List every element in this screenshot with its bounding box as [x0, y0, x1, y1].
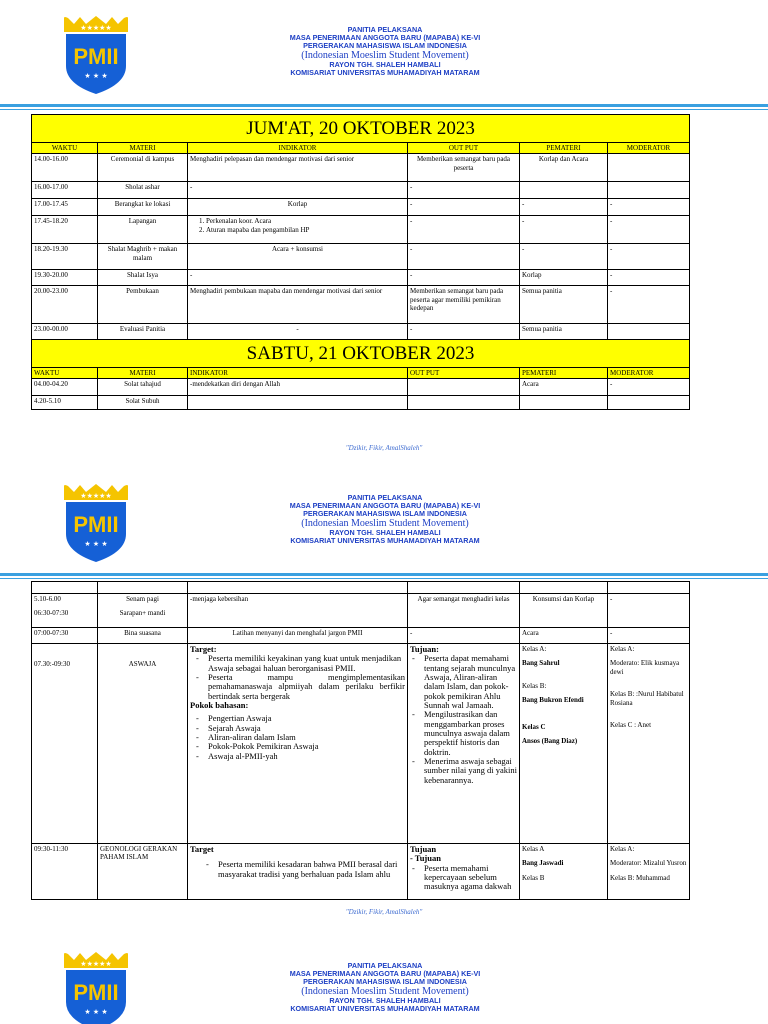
cell-output: -: [408, 182, 520, 199]
organization-header: [240, 26, 530, 78]
target-list: [196, 654, 405, 701]
header-rule: [0, 573, 768, 576]
materi-label: Senam pagi: [126, 595, 159, 603]
cell-materi: Berangkat ke lokasi: [98, 199, 188, 216]
cell-time: 19.30-20.00: [32, 270, 98, 286]
cell-output: -: [408, 324, 520, 340]
pokok-list: [196, 714, 405, 761]
list-item: - Peserta memahami kepercayaan sebelum masuknya agama dakwah: [412, 864, 517, 892]
cell-moderator: [608, 182, 690, 199]
column-header: WAKTU: [32, 367, 98, 378]
cell-indikator: [188, 644, 408, 844]
pmii-logo: [60, 14, 132, 96]
cell-time: 17.00-17.45: [32, 199, 98, 216]
column-header: MODERATOR: [608, 367, 690, 378]
header-line: MASA PENERIMAAN ANGGOTA BARU (MAPABA) KE-VI: [289, 33, 481, 43]
cell-time: 09:30-11:30: [32, 844, 98, 900]
cell-moderator: -: [608, 594, 690, 628]
header-line: RAYON TGH. SHALEH HAMBALI: [329, 60, 441, 70]
cell-indikator: [188, 396, 408, 410]
header-line: (Indonesian Moeslim Student Movement): [301, 50, 469, 62]
cell-moderator: -: [608, 244, 690, 270]
kelas-label: Kelas B: Muhammad: [610, 873, 670, 882]
tujuan-list: [412, 654, 517, 785]
cell-output: Memberikan semangat baru pada peserta agar memiliki pemikiran kedepan: [408, 286, 520, 324]
footer-motto: "Dzikir, Fikir, AmalShaleh": [345, 444, 423, 452]
cell-time: 23.00-00.00: [32, 324, 98, 340]
pmii-logo: [60, 482, 132, 564]
header-line: KOMISARIAT UNIVERSITAS MUHAMADIYAH MATARAM: [290, 536, 480, 546]
list-item: - Aswaja al-PMII-yah: [196, 752, 405, 761]
header-line: PERGERAKAN MAHASISWA ISLAM INDONESIA: [303, 41, 467, 51]
kelas-label: Kelas A: [522, 845, 545, 853]
table-row: [32, 154, 690, 182]
table-row: [32, 844, 690, 900]
logo-text: PMII: [73, 512, 119, 537]
page-header-1: [0, 0, 768, 105]
schedule-table-page-2: [31, 581, 690, 900]
cell-pemateri: [520, 644, 608, 844]
time-label: 06:30-07:30: [34, 609, 69, 618]
cell-indikator: -: [188, 324, 408, 340]
kelas-label: Kelas A:: [610, 845, 635, 853]
cell-indikator: Latihan menyanyi dan menghafal jargon PMII: [188, 628, 408, 644]
header-line: PANITIA PELAKSANA: [347, 961, 423, 970]
pemateri-name: Bang Bukron Efendi: [522, 696, 584, 705]
table-row: [32, 379, 690, 396]
cell-moderator: [608, 644, 690, 844]
header-line: RAYON TGH. SHALEH HAMBALI: [329, 528, 441, 538]
column-header: MATERI: [98, 367, 188, 378]
cell-time: 20.00-23.00: [32, 286, 98, 324]
cell-time: 4.20-5.10: [32, 396, 98, 410]
cell-pemateri: [520, 182, 608, 199]
page-header-3: [0, 936, 768, 1024]
time-label: 5.10-6.00: [34, 595, 61, 603]
list-item: 1. Perkenalan koor. Acara: [206, 217, 405, 225]
target-label: Target: [190, 844, 214, 854]
cell-indikator: -: [188, 182, 408, 199]
cell-indikator: Korlap: [188, 199, 408, 216]
pmii-logo: [60, 950, 132, 1024]
cell-time: 07:00-07:30: [32, 628, 98, 644]
list-item: 2. Aturan mapaba dan pengambilan HP: [206, 226, 405, 234]
table-header-row: [32, 142, 690, 153]
list-item: - Mengilustrasikan dan menggambarkan proses munculnya aswaja dalam perspektif historis dan doktrin.: [412, 710, 517, 757]
schedule-table-page-1: [31, 114, 690, 410]
cell-output: -: [408, 244, 520, 270]
cell-indikator: Menghadiri pembukaan mapaba dan mendengar motivasi dari senior: [188, 286, 408, 324]
cell-pemateri: Korlap: [520, 270, 608, 286]
cell-pemateri: Semua panitia: [520, 324, 608, 340]
tujuan-list: [412, 864, 517, 892]
column-header: MATERI: [98, 142, 188, 153]
list-item: - Menerima aswaja sebagai sumber nilai yang di yakini kebenarannya.: [412, 757, 517, 785]
list-item: - Pokok-Pokok Pemikiran Aswaja: [196, 742, 405, 751]
table-row: [32, 396, 690, 410]
target-label: Target:: [190, 644, 217, 654]
table-row: [32, 216, 690, 244]
cell-pemateri: Konsumsi dan Korlap: [520, 594, 608, 628]
kelas-label: Kelas C : Anet: [610, 720, 652, 729]
cell-materi: [98, 594, 188, 628]
cell-moderator: [608, 844, 690, 900]
list-item: - Pengertian Aswaja: [196, 714, 405, 723]
logo-text: PMII: [73, 980, 119, 1005]
cell-indikator: Menghadiri pelepasan dan mendengar motivasi dari senior: [188, 154, 408, 182]
kelas-label: Kelas B: :Nurul Habibatul Rosiana: [610, 690, 684, 707]
table-row: [32, 628, 690, 644]
table-row: [32, 182, 690, 199]
list-item: - Peserta memiliki kesadaran bahwa PMII berasal dari masyarakat tradisi yang berhaluan pada Islam ahlu: [206, 860, 405, 879]
header-rule-thin: [0, 109, 768, 110]
list-item: - Peserta mampu mengimplementasikan pemahamanaswaja alpmiiyah dalam perilaku berfikir bertindak serta bergerak: [196, 673, 405, 701]
column-header: PEMATERI: [520, 367, 608, 378]
table-row: [32, 199, 690, 216]
table-row: [32, 270, 690, 286]
logo-stars-bottom: ★ ★ ★: [84, 72, 108, 80]
cell-moderator: [608, 154, 690, 182]
cell-moderator: -: [608, 286, 690, 324]
kelas-label: Kelas C: [522, 722, 546, 731]
kelas-label: Kelas B:: [522, 681, 547, 690]
cell-moderator: -: [608, 199, 690, 216]
cell-output: -: [408, 199, 520, 216]
cell-materi: Bina suasana: [98, 628, 188, 644]
header-line: MASA PENERIMAAN ANGGOTA BARU (MAPABA) KE-VI: [289, 969, 481, 979]
cell-pemateri: -: [520, 216, 608, 244]
header-line: KOMISARIAT UNIVERSITAS MUHAMADIYAH MATARAM: [290, 1004, 480, 1014]
column-header: INDIKATOR: [188, 367, 408, 378]
cell-moderator: [608, 324, 690, 340]
cell-materi: Lapangan: [98, 216, 188, 244]
cell-output: [408, 644, 520, 844]
header-line: PANITIA PELAKSANA: [347, 493, 423, 502]
cell-output: Agar semangat menghadiri kelas: [408, 594, 520, 628]
cell-time: 14.00-16.00: [32, 154, 98, 182]
logo-stars-bottom: ★ ★ ★: [84, 1008, 108, 1016]
table-row: [32, 244, 690, 270]
cell-materi: Ceremonial di kampus: [98, 154, 188, 182]
cell-indikator: Acara + konsumsi: [188, 244, 408, 270]
cell-materi: ASWAJA: [98, 644, 188, 844]
cell-time: 18.20-19.30: [32, 244, 98, 270]
table-row: [32, 582, 690, 594]
day-title-row: [32, 340, 690, 368]
cell-time: [32, 594, 98, 628]
list-item: - Peserta dapat memahami tentang sejarah munculnya Aswaja, Aliran-aliran dalam Islam, dan pokok-pokok pemikiran Ahlu Sunnah wal Jamaah.: [412, 654, 517, 710]
cell-output: Memberikan semangat baru pada peserta: [408, 154, 520, 182]
list-item: - Sejarah Aswaja: [196, 724, 405, 733]
day-title: JUM'AT, 20 OKTOBER 2023: [32, 115, 690, 143]
moderator-name: Moderato: Elik kusmaya dewi: [610, 659, 680, 676]
page-header-2: [0, 468, 768, 573]
cell-indikator: [188, 216, 408, 244]
materi-label: Sarapan+ mandi: [119, 609, 166, 618]
cell-indikator: -mendekatkan diri dengan Allah: [188, 379, 408, 396]
table-row: [32, 644, 690, 844]
pemateri-name: Bang Sahrul: [522, 659, 560, 668]
tujuan-label: - Tujuan: [410, 853, 441, 864]
column-header: INDIKATOR: [188, 142, 408, 153]
header-line: (Indonesian Moeslim Student Movement): [301, 518, 469, 530]
cell-materi: Pembukaan: [98, 286, 188, 324]
cell-pemateri: Semua panitia: [520, 286, 608, 324]
table-row: [32, 594, 690, 628]
tujuan-label: Tujuan:: [410, 644, 439, 654]
header-line: RAYON TGH. SHALEH HAMBALI: [329, 996, 441, 1006]
header-line: (Indonesian Moeslim Student Movement): [301, 986, 469, 998]
organization-header: [240, 962, 530, 1014]
logo-stars: ★★★★★: [80, 24, 112, 32]
cell-materi: Sholat ashar: [98, 182, 188, 199]
day-title-row: [32, 115, 690, 143]
cell-time: 04.00-04.20: [32, 379, 98, 396]
cell-materi: Shalat Maghrib + makan malam: [98, 244, 188, 270]
logo-stars: ★★★★★: [80, 492, 112, 500]
cell-moderator: -: [608, 216, 690, 244]
cell-indikator: -: [188, 270, 408, 286]
cell-moderator: -: [608, 270, 690, 286]
cell-moderator: -: [608, 628, 690, 644]
table-header-row: [32, 367, 690, 378]
cell-indikator: -menjaga kebersihan: [188, 594, 408, 628]
column-header: MODERATOR: [608, 142, 690, 153]
cell-moderator: -: [608, 379, 690, 396]
cell-materi: GEONOLOGI GERAKAN PAHAM ISLAM: [98, 844, 188, 900]
cell-pemateri: Korlap dan Acara: [520, 154, 608, 182]
column-header: OUT PUT: [408, 142, 520, 153]
kelas-label: Kelas A:: [522, 645, 547, 653]
organization-header: [240, 494, 530, 546]
cell-pemateri: [520, 844, 608, 900]
cell-output: [408, 379, 520, 396]
cell-moderator: [608, 396, 690, 410]
list-item: - Peserta memiliki keyakinan yang kuat untuk menjadikan Aswaja sebagai haluan berorganisasi PMII.: [196, 654, 405, 673]
cell-time: 16.00-17.00: [32, 182, 98, 199]
column-header: PEMATERI: [520, 142, 608, 153]
cell-output: -: [408, 270, 520, 286]
cell-time: 07.30:-09:30: [32, 644, 98, 844]
lapangan-list: [206, 217, 405, 234]
header-rule-thin: [0, 578, 768, 579]
cell-pemateri: [520, 396, 608, 410]
header-line: PANITIA PELAKSANA: [347, 25, 423, 34]
cell-materi: Solat Subuh: [98, 396, 188, 410]
header-rule: [0, 104, 768, 107]
column-header: OUT PUT: [408, 367, 520, 378]
tujuan-label: Tujuan: [410, 844, 437, 854]
cell-pemateri: -: [520, 199, 608, 216]
table-row: [32, 324, 690, 340]
logo-text: PMII: [73, 44, 119, 69]
kelas-label: Kelas B: [522, 873, 545, 882]
footer-motto: "Dzikir, Fikir, AmalShaleh": [345, 908, 423, 916]
pemateri-name: Ansos (Bang Diaz): [522, 736, 578, 745]
cell-time: 17.45-18.20: [32, 216, 98, 244]
header-line: KOMISARIAT UNIVERSITAS MUHAMADIYAH MATARAM: [290, 68, 480, 78]
column-header: WAKTU: [32, 142, 98, 153]
cell-pemateri: Acara: [520, 379, 608, 396]
target-list: [206, 860, 405, 879]
cell-materi: Evaluasi Panitia: [98, 324, 188, 340]
kelas-label: Kelas A:: [610, 645, 635, 653]
cell-pemateri: -: [520, 244, 608, 270]
cell-pemateri: Acara: [520, 628, 608, 644]
header-line: PERGERAKAN MAHASISWA ISLAM INDONESIA: [303, 977, 467, 987]
header-line: MASA PENERIMAAN ANGGOTA BARU (MAPABA) KE-VI: [289, 501, 481, 511]
cell-output: [408, 844, 520, 900]
pemateri-name: Bang Jaswadi: [522, 859, 564, 868]
moderator-name: Moderator: Mizalul Yusron: [610, 859, 687, 868]
list-item: - Aliran-aliran dalam Islam: [196, 733, 405, 742]
header-line: PERGERAKAN MAHASISWA ISLAM INDONESIA: [303, 509, 467, 519]
cell-output: [408, 396, 520, 410]
cell-materi: Solat tahajud: [98, 379, 188, 396]
cell-materi: Shalat Isya: [98, 270, 188, 286]
cell-output: -: [408, 216, 520, 244]
cell-indikator: [188, 844, 408, 900]
logo-stars-bottom: ★ ★ ★: [84, 540, 108, 548]
table-row: [32, 286, 690, 324]
logo-stars: ★★★★★: [80, 960, 112, 968]
cell-output: -: [408, 628, 520, 644]
day-title: SABTU, 21 OKTOBER 2023: [32, 340, 690, 368]
pokok-label: Pokok bahasan:: [190, 700, 249, 711]
